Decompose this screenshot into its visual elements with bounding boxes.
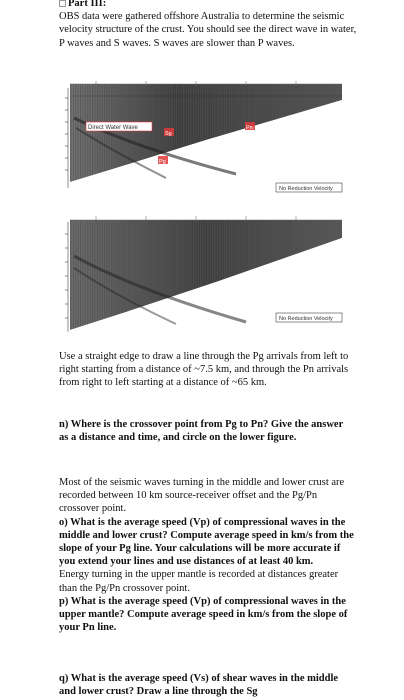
header	[59, 0, 359, 50]
seismic-figure-lower	[56, 212, 346, 338]
questions-block	[59, 476, 355, 634]
instructions-text: Use a straight edge to draw a line through the Pg arrivals from left to right starting from a distance of ~7.5 km, and through the Pn arrivals from right to left starting at a distance of ~65 km.	[59, 351, 349, 389]
question-q-block	[59, 672, 355, 698]
reduction-label-lower: No Reduction Velocity	[279, 316, 333, 322]
question-p: p) What is the average speed (Vp) of compressional waves in the upper mantle? Compute average speed in km/s from the slope of your Pn line.	[59, 595, 348, 634]
part-title-text: Part III:	[68, 0, 107, 9]
pn-label: Pn	[246, 125, 253, 131]
pg-label: Pg	[159, 159, 166, 165]
context-text-2: Energy turning in the upper mantle is recorded at distances greater than the Pg/Pn crossover point.	[59, 569, 339, 594]
question-n: n) Where is the crossover point from Pg to Pn? Give the answer as a distance and time, and circle on the lower figure.	[59, 419, 344, 444]
direct-water-wave-label: Direct Water Wave	[88, 125, 138, 131]
seismic-plot-upper	[56, 78, 346, 196]
instructions-block	[59, 350, 355, 390]
question-n-block	[59, 418, 355, 444]
question-o: o) What is the average speed (Vp) of compressional waves in the middle and lower crust? Compute average speed in km/s from the slope of your Pg line. Your calculations will be more accurate if you extend your lines and use distances of at least 40 km.	[59, 516, 354, 568]
sg-label: Sg	[165, 131, 172, 137]
question-q: q) What is the average speed (Vs) of shear waves in the middle and lower crust? Draw a line through the Sg	[59, 673, 339, 698]
checkbox-icon[interactable]	[59, 0, 66, 7]
reduction-label-upper: No Reduction Velocity	[279, 186, 333, 192]
intro-text: OBS data were gathered offshore Australia to determine the seismic velocity structure of the crust. You should see the direct wave in water, P waves and S waves. S waves are slower than P waves.	[59, 11, 357, 49]
seismic-figure-upper	[56, 78, 346, 196]
part-title	[59, 0, 359, 10]
context-text-1: Most of the seismic waves turning in the middle and lower crust are recorded between 10 km source-receiver offset and the Pg/Pn crossover point.	[59, 477, 345, 515]
seismic-plot-lower	[56, 212, 346, 338]
